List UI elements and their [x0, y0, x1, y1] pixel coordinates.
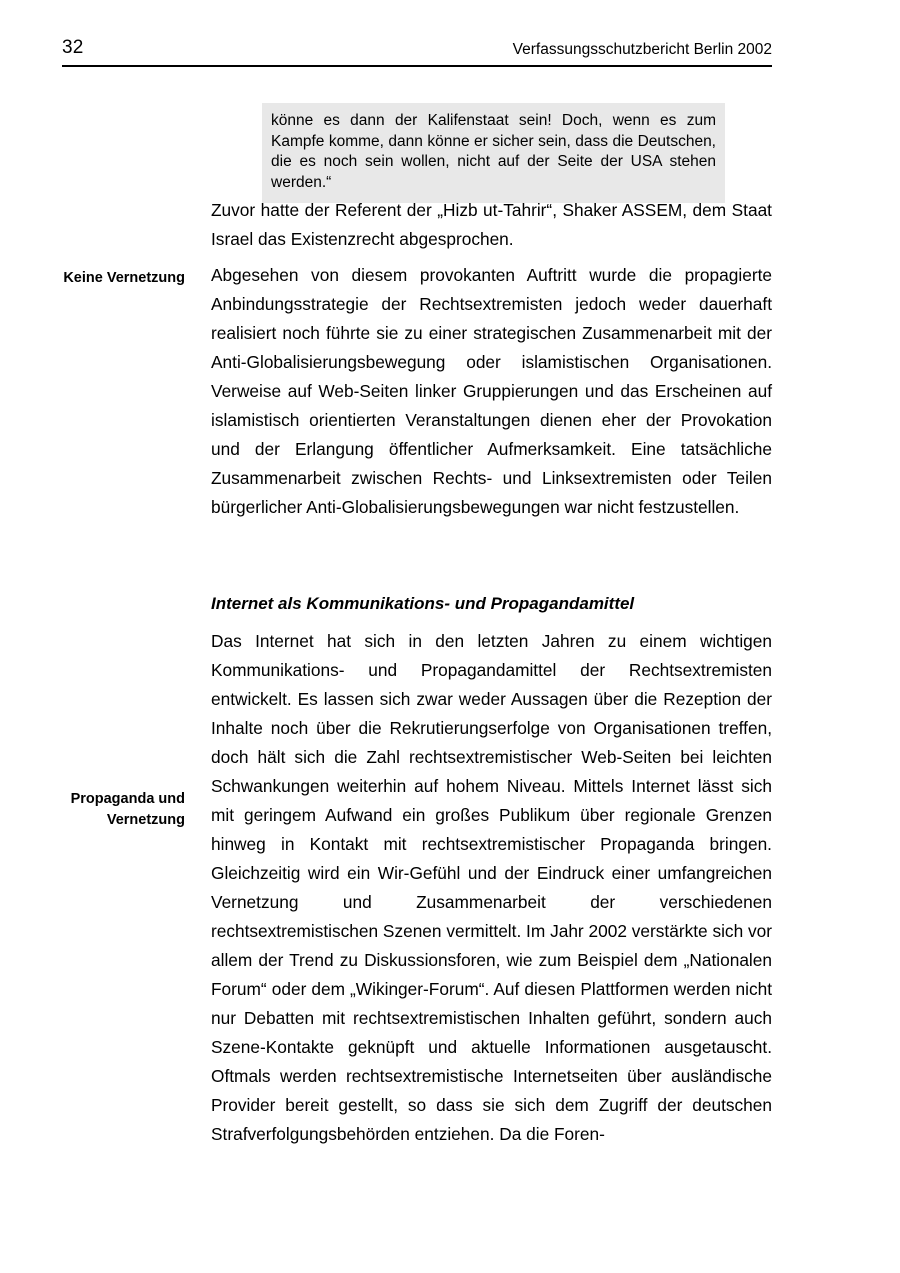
page-header — [62, 36, 772, 66]
margin-note-propaganda-und-vernetzung: Propaganda und Vernetzung — [70, 791, 185, 828]
body-block-2 — [211, 261, 772, 522]
section-heading-block — [211, 589, 772, 618]
section-heading-internet: Internet als Kommunikations- und Propagandamittel — [211, 594, 635, 613]
header-rule — [62, 65, 772, 67]
margin-note-keine-vernetzung: Keine Vernetzung — [63, 270, 185, 286]
page-number: 32 — [62, 37, 84, 58]
quote-text: könne es dann der Kalifenstaat sein! Doch, wenn es zum Kampfe komme, dann könne er sicher sein, dass die Deutschen, die es noch sein wollen, nicht auf der Seite der USA stehen werden.“ — [271, 112, 716, 191]
running-header-title: Verfassungsschutzbericht Berlin 2002 — [512, 41, 772, 58]
quote-callout-box — [262, 103, 725, 203]
body-paragraph-3: Das Internet hat sich in den letzten Jahren zu einem wichtigen Kommunikations- und Propagandamittel der Rechtsextremisten entwickelt. Es lassen sich zwar weder Aussagen über die Rezeption der Inhalte noch über die Rekrutierungserfolge von Organisationen treffen, doch hält sich die Zahl rechtsextremistischer Web-Seiten bei leichten Schwankungen weiterhin auf hohem Niveau. Mittels Internet lässt sich mit geringem Aufwand ein großes Publikum über regionale Grenzen hinweg in Kontakt mit rechtsextremistischer Propaganda bringen. Gleichzeitig wird ein Wir-Gefühl und der Eindruck einer umfangreichen Vernetzung und Zusammenarbeit der verschiedenen rechtsextremistischen Szenen vermittelt. Im Jahr 2002 verstärkte sich vor allem der Trend zu Diskussionsforen, wie zum Beispiel dem „Nationalen Forum“ oder dem „Wikinger-Forum“. Auf diesen Plattformen werden nicht nur Debatten mit rechtsextremistischen Inhalten geführt, sondern auch Szene-Kontakte geknüpft und aktuelle Informationen ausgetauscht. Oftmals werden rechtsextremistische Internetseiten über ausländische Provider bereit gestellt, so dass sie sich dem Zugriff der deutschen Strafverfolgungsbehörden entziehen. Da die Foren- — [211, 631, 772, 1144]
body-paragraph-1: Zuvor hatte der Referent der „Hizb ut-Tahrir“, Shaker ASSEM, dem Staat Israel das Existenzrecht abgesprochen. — [211, 200, 772, 249]
body-paragraph-2: Abgesehen von diesem provokanten Auftritt wurde die propagierte Anbindungsstrategie der Rechtsextremisten jedoch weder dauerhaft realisiert noch führte sie zu einer strategischen Zusammenarbeit mit der Anti-Globalisierungsbewegung oder islamistischen Organisationen. Verweise auf Web-Seiten linker Gruppierungen und das Erscheinen auf islamistisch orientierten Veranstaltungen dienen eher der Provokation und der Erlangung öffentlicher Aufmerksamkeit. Eine tatsächliche Zusammenarbeit zwischen Rechts- und Linksextremisten oder Teilen bürgerlicher Anti-Globalisierungsbewegungen war nicht festzustellen. — [211, 265, 772, 517]
body-block-3 — [211, 627, 772, 1149]
body-block-1 — [211, 196, 772, 254]
